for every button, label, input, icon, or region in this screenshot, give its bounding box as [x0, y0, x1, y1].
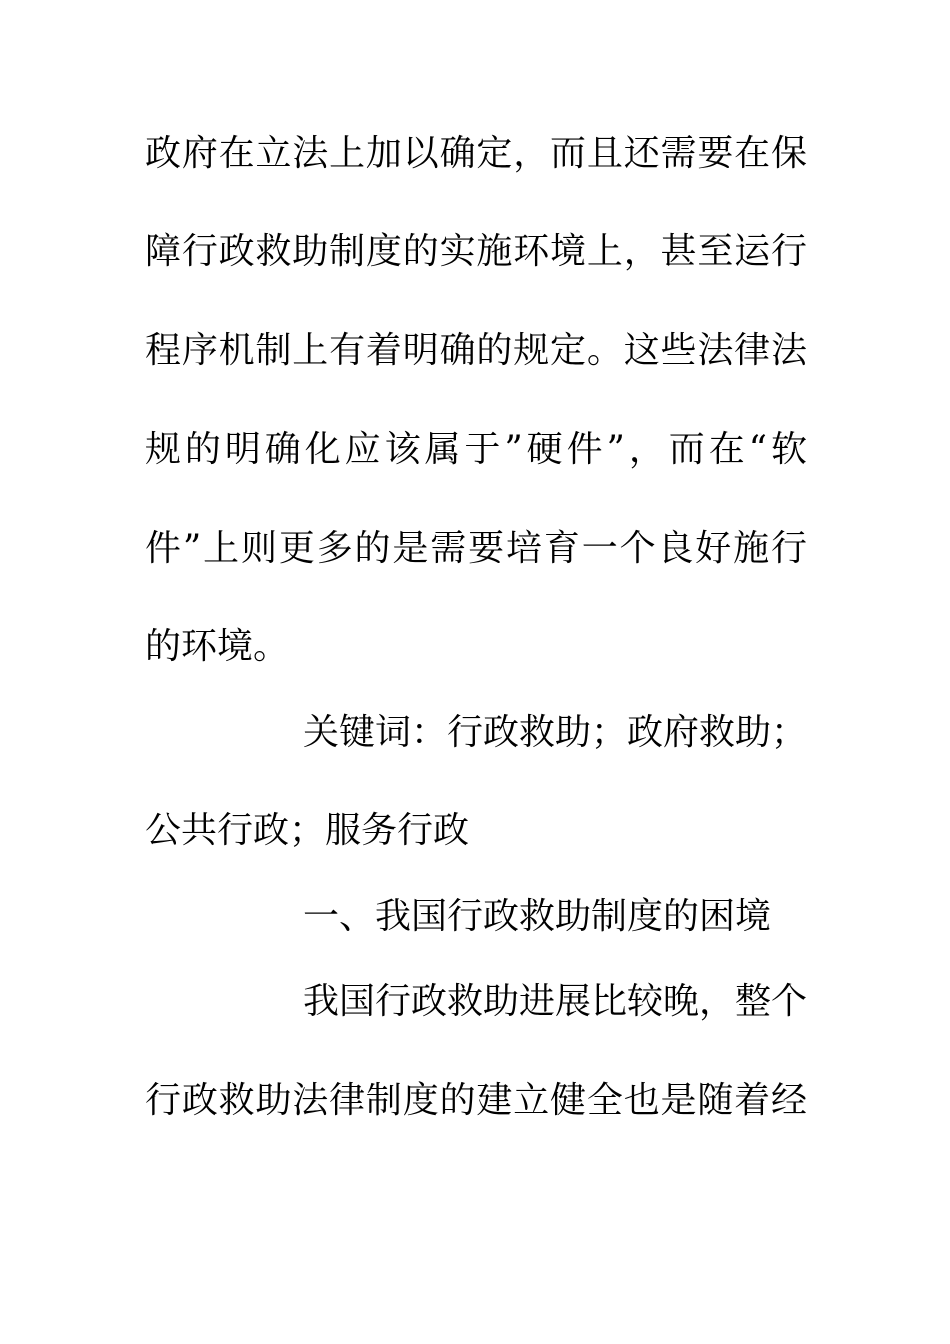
paragraph-1-line-3: 程序机制上有着明确的规定。这些法律法	[145, 330, 807, 371]
paragraph-1-line-2: 障行政救助制度的实施环境上，甚至运行	[145, 231, 807, 272]
paragraph-2-line-1: 我国行政救助进展比较晚，整个	[303, 981, 808, 1022]
keywords-line-2: 公共行政；服务行政	[145, 810, 470, 851]
paragraph-1-line-1: 政府在立法上加以确定，而且还需要在保	[145, 133, 807, 174]
keywords-line-1: 关键词：行政救助；政府救助；	[303, 712, 808, 753]
paragraph-1-line-4: 规的明确化应该属于”硬件”，而在“软	[145, 429, 807, 470]
paragraph-1-line-6: 的环境。	[145, 626, 290, 667]
paragraph-1-line-5: 件”上则更多的是需要培育一个良好施行	[145, 528, 807, 569]
paragraph-2-line-2: 行政救助法律制度的建立健全也是随着经	[145, 1080, 807, 1121]
section-heading: 一、我国行政救助制度的困境	[303, 896, 772, 937]
